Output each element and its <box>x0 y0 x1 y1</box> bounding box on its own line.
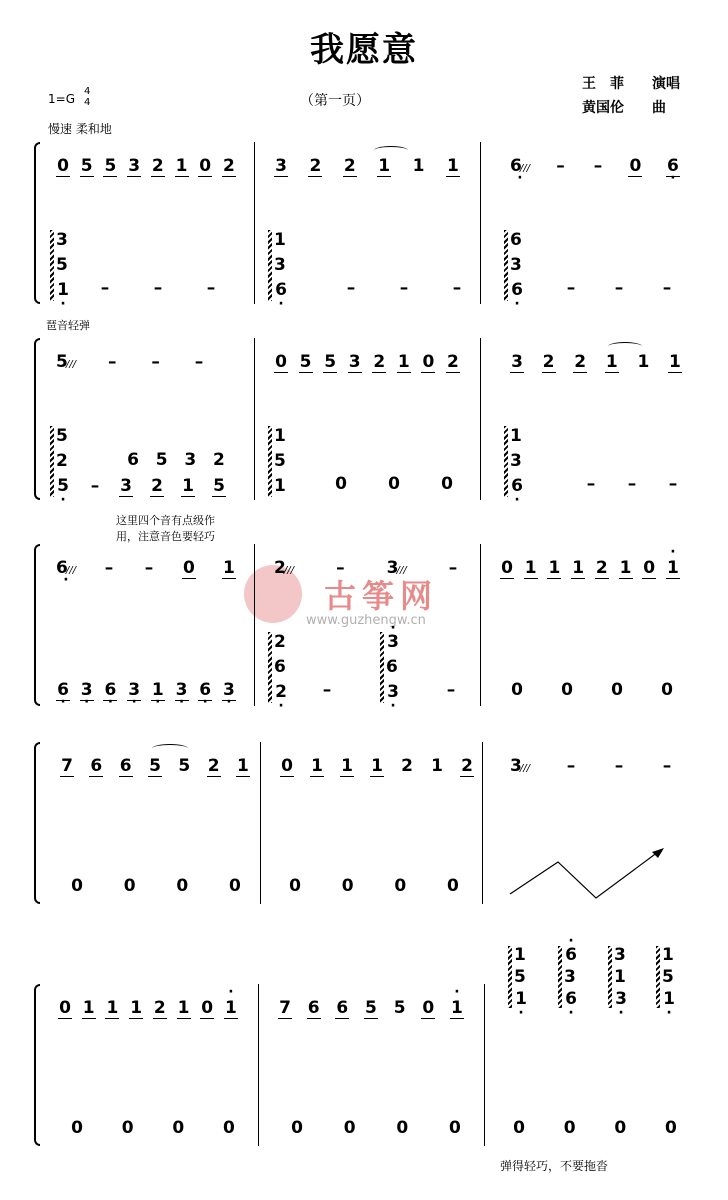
measure <box>510 156 680 177</box>
measure: 3 2 2 1 1 1 <box>511 352 681 372</box>
slur <box>374 146 408 155</box>
arpeggio-mark <box>508 946 512 1008</box>
note: 2 <box>309 156 322 176</box>
measure: 0 0 0 0 <box>513 1118 677 1138</box>
chord: · 6 3 6 · <box>564 944 578 1010</box>
chord: 3 1 3 · <box>614 944 628 1010</box>
measure: 0 0 0 <box>335 474 453 494</box>
chord: · 3 6 3 · <box>386 630 400 705</box>
measure: – – – <box>100 278 216 298</box>
chord: 3 5 1 · <box>56 228 70 303</box>
dash: – <box>322 680 332 700</box>
note: 6 · <box>666 156 680 177</box>
key-signature: 1=G <box>48 92 75 106</box>
chord: 1 3 6 · <box>274 228 288 303</box>
note: 5/// <box>56 352 76 372</box>
measure: – – – <box>346 278 462 298</box>
note: 3 <box>128 156 141 176</box>
staff-row-3 <box>34 544 694 706</box>
bar-line <box>480 142 481 304</box>
note: 2 <box>151 156 164 176</box>
measure: 0 0 0 0 <box>71 876 241 896</box>
note: 0 <box>629 156 642 176</box>
arpeggio-mark <box>50 230 54 301</box>
measure: 0 1 1 1 2 1 0 · 1 <box>500 558 680 579</box>
measure: 3/// – – – <box>510 756 672 776</box>
note: 0 <box>57 156 69 176</box>
staff-brace <box>34 742 44 904</box>
arpeggio-mark <box>268 230 272 301</box>
note: 1 <box>447 156 459 176</box>
bar-line <box>260 742 261 904</box>
dash: – <box>556 156 565 176</box>
note: 2 <box>223 156 235 176</box>
measure: 0 0 0 0 <box>291 1118 461 1138</box>
slur <box>608 342 642 351</box>
watermark-site-name: 古筝网 <box>324 577 439 615</box>
time-signature: 4 4 <box>84 86 91 108</box>
annotation-note: 这里四个音有点级作 用，注意音色要轻巧 <box>116 514 215 543</box>
measure: 0 0 0 0 <box>289 876 459 896</box>
bar-line <box>258 984 259 1146</box>
arpeggio-mark <box>558 946 562 1008</box>
measure: 6/// · – – 0 1 <box>56 558 236 579</box>
glissando-arrow-icon <box>508 842 668 902</box>
bar-line <box>482 742 483 904</box>
note: 3/// <box>510 756 530 776</box>
staff-row-1 <box>34 142 694 304</box>
measure: 0 1 1 1 2 1 2 <box>281 756 473 776</box>
staff-brace <box>34 544 44 706</box>
staff-brace <box>34 984 44 1146</box>
annotation-arpeggio: 琶音轻弹 <box>46 319 90 332</box>
chord: 6 3 6 · <box>510 228 524 303</box>
chord: 1 5 1 · <box>514 944 528 1010</box>
bar-line <box>254 142 255 304</box>
dash: – <box>446 680 456 700</box>
arpeggio-mark <box>656 946 660 1008</box>
song-title: 我愿意 <box>310 30 418 70</box>
measure: 7 6 6 5 5 0 · 1 <box>278 998 464 1019</box>
measure: 7 6 6 5 5 2 1 <box>61 756 249 776</box>
note: 0 <box>199 156 212 176</box>
bar-line <box>484 984 485 1146</box>
chord: 1 5 1 · <box>662 944 676 1010</box>
measure <box>56 156 236 177</box>
chord: 2 6 2 · <box>274 630 288 705</box>
measure: 5/// – – – <box>56 352 204 372</box>
staff-row-5 <box>34 984 694 1146</box>
measure: 6 5 3 2 <box>127 450 225 470</box>
arpeggio-mark <box>50 426 54 497</box>
staff-row-2 <box>34 338 694 500</box>
footer-note: 弹得轻巧，不要拖沓 <box>500 1159 609 1173</box>
credits <box>582 72 680 120</box>
note: 5 <box>104 156 117 176</box>
measure: 0 0 0 0 <box>511 680 673 700</box>
arpeggio-mark <box>504 230 508 301</box>
chord: 5 2 5 · <box>56 424 70 499</box>
tremolo-mark: /// <box>519 163 530 174</box>
bar-line <box>254 544 255 706</box>
note: 3 <box>275 156 287 176</box>
chord: 1 3 6 · <box>510 424 524 499</box>
note: 6/// · <box>56 558 76 578</box>
note: 2/// <box>274 558 294 578</box>
measure: 0 5 5 3 2 1 0 2 <box>275 352 459 372</box>
measure: 2/// – 3/// – <box>274 558 458 578</box>
staff-row-4 <box>34 742 694 904</box>
bar-line <box>480 544 481 706</box>
note: 1 <box>175 156 188 176</box>
note: 6/// · <box>510 156 530 176</box>
staff-brace <box>34 338 44 500</box>
watermark-url: www.guzhengw.cn <box>306 613 426 628</box>
measure: 0 0 0 0 <box>71 1118 235 1138</box>
measure: – – – <box>566 278 672 298</box>
arpeggio-mark <box>268 426 272 497</box>
slur <box>152 744 188 753</box>
measure: – – – <box>586 474 678 494</box>
note: 3/// <box>386 558 407 578</box>
staff-brace <box>34 142 44 304</box>
arpeggio-mark <box>268 632 272 703</box>
dash: – <box>593 156 603 176</box>
performer-credit: 王 菲 演唱 <box>582 76 680 92</box>
composer-credit: 黄国伦 曲 <box>582 100 666 116</box>
page-label: （第一页） <box>300 93 370 109</box>
tempo-marking: 慢速 柔和地 <box>48 122 112 136</box>
bar-line <box>480 338 481 500</box>
arpeggio-mark <box>380 632 384 703</box>
note: 2 <box>343 156 356 176</box>
measure: 6 · 3 · 6 · 3 · 1 · 3 · 6 · 3 · <box>56 680 236 701</box>
chord: 1 5 1 <box>274 424 286 499</box>
measure: – 3 2 1 5 <box>90 476 225 496</box>
measure <box>274 156 460 177</box>
arpeggio-mark <box>608 946 612 1008</box>
bar-line <box>254 338 255 500</box>
arpeggio-mark <box>504 426 508 497</box>
note: 1 <box>378 156 391 176</box>
note: 1 <box>412 156 425 176</box>
note: 5 <box>80 156 93 176</box>
measure: 0 1 1 1 2 1 0 · 1 <box>58 998 238 1019</box>
